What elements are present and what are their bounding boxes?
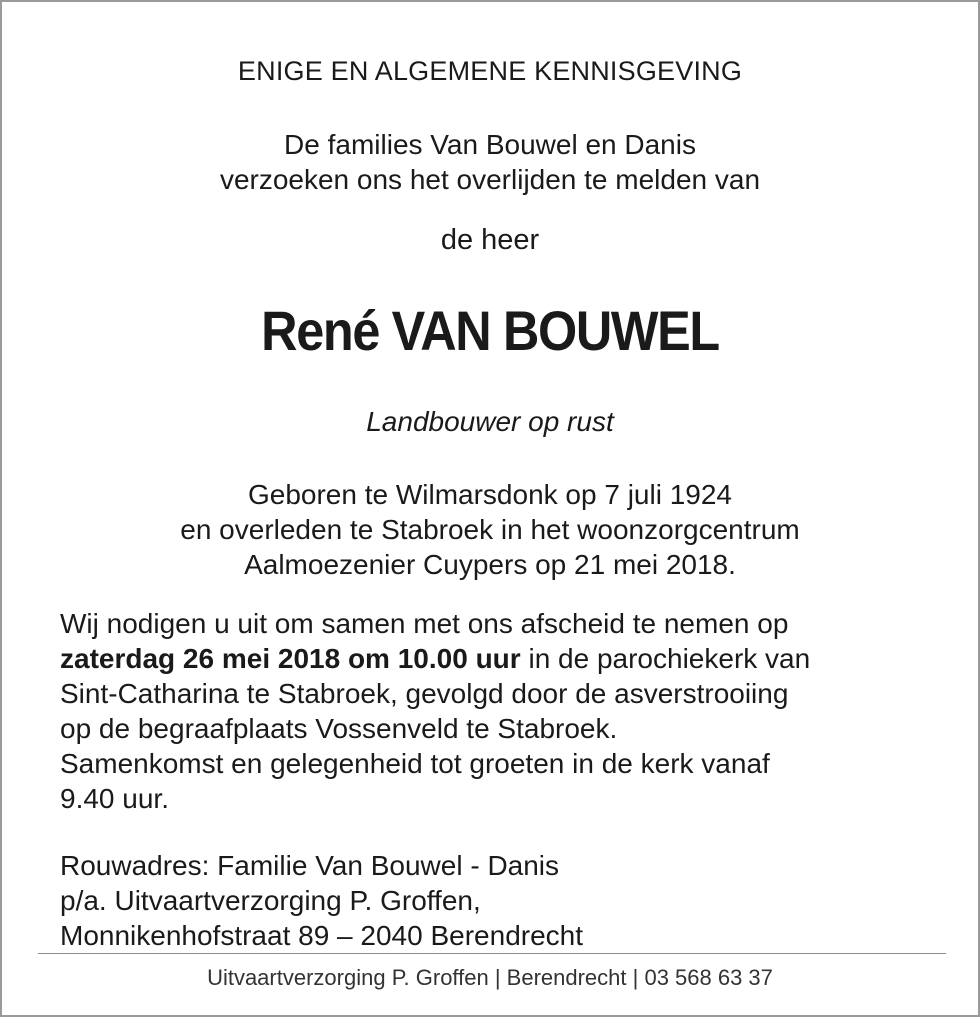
birth-death-details <box>2 477 978 582</box>
birth-line: en overleden te Stabroek in het woonzorgcentrum <box>180 514 800 545</box>
invitation-line: Sint-Catharina te Stabroek, gevolgd door de asverstrooiing <box>60 678 789 709</box>
intro-line: De families Van Bouwel en Danis <box>284 129 696 160</box>
mourning-address <box>60 848 960 953</box>
invitation-line: op de begraafplaats Vossenveld te Stabroek. <box>60 713 618 744</box>
footer-credit: Uitvaartverzorging P. Groffen | Berendrecht | 03 568 63 37 <box>207 965 773 990</box>
invitation-line: Wij nodigen u uit om samen met ons afscheid te nemen op <box>60 608 789 639</box>
footer-divider <box>38 953 946 954</box>
notice-heading: ENIGE EN ALGEMENE KENNISGEVING <box>237 56 743 86</box>
address-line: p/a. Uitvaartverzorging P. Groffen, <box>60 885 481 916</box>
birth-line: Geboren te Wilmarsdonk op 7 juli 1924 <box>247 479 733 510</box>
honorific: de heer <box>440 224 540 256</box>
invitation-paragraph <box>60 606 960 816</box>
profession: Landbouwer op rust <box>366 406 614 437</box>
invitation-line: Samenkomst en gelegenheid tot groeten in de kerk vanaf <box>60 748 770 779</box>
invitation-line: 9.40 uur. <box>60 783 169 814</box>
ceremony-date: zaterdag 26 mei 2018 om 10.00 uur <box>60 643 521 674</box>
intro-text <box>2 127 978 197</box>
deceased-name: René VAN BOUWEL <box>261 299 719 362</box>
invitation-line <box>60 641 960 676</box>
address-line: Rouwadres: Familie Van Bouwel - Danis <box>60 850 560 881</box>
address-line: Monnikenhofstraat 89 – 2040 Berendrecht <box>60 920 584 951</box>
intro-line: verzoeken ons het overlijden te melden van <box>219 164 761 195</box>
invitation-line-rest: in de parochiekerk van <box>520 643 811 674</box>
birth-line: Aalmoezenier Cuypers op 21 mei 2018. <box>244 549 736 580</box>
